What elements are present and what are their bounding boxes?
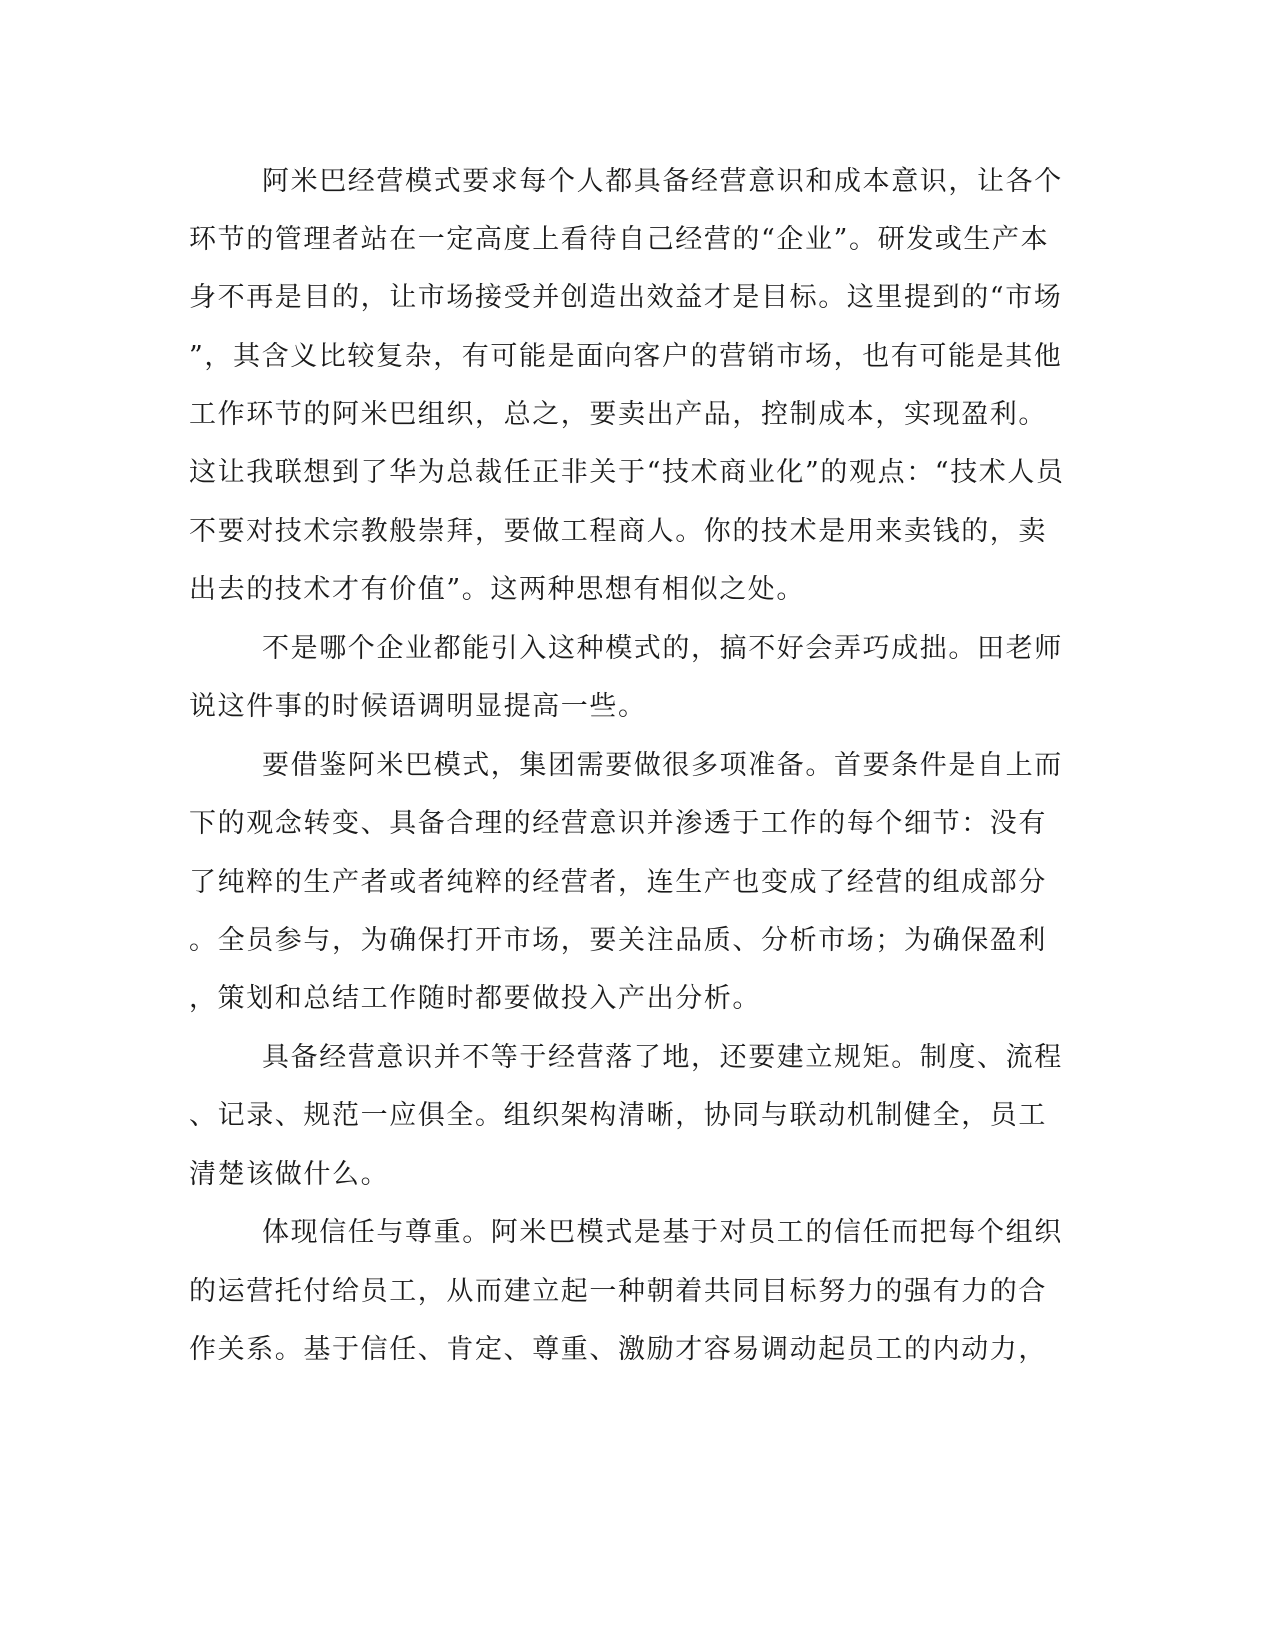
paragraph-2-line-2: 说这件事的时候语调明显提高一些。 xyxy=(189,691,647,722)
paragraph-3-line-3: 了纯粹的生产者或者纯粹的经营者，连生产也变成了经营的组成部分 xyxy=(189,867,1047,898)
paragraph-1-line-1: 阿米巴经营模式要求每个人都具备经营意识和成本意识，让各个 xyxy=(262,166,1063,197)
paragraph-1-line-7: 不要对技术宗教般崇拜，要做工程商人。你的技术是用来卖钱的，卖 xyxy=(189,516,1047,547)
paragraph-4-line-1: 具备经营意识并不等于经营落了地，还要建立规矩。制度、流程 xyxy=(262,1042,1063,1073)
paragraph-4-line-3: 清楚该做什么。 xyxy=(189,1159,390,1190)
paragraph-1-line-3: 身不再是目的，让市场接受并创造出效益才是目标。这里提到的“市场 xyxy=(189,282,1063,313)
paragraph-5-line-1: 体现信任与尊重。阿米巴模式是基于对员工的信任而把每个组织 xyxy=(262,1217,1063,1248)
paragraph-3-line-5: ，策划和总结工作随时都要做投入产出分析。 xyxy=(189,983,761,1014)
paragraph-3-line-2: 下的观念转变、具备合理的经营意识并渗透于工作的每个细节：没有 xyxy=(189,808,1047,839)
paragraph-1-line-6: 这让我联想到了华为总裁任正非关于“技术商业化”的观点：“技术人员 xyxy=(189,457,1065,488)
paragraph-1-line-8: 出去的技术才有价值”。这两种思想有相似之处。 xyxy=(189,574,806,605)
paragraph-1-line-5: 工作环节的阿米巴组织，总之，要卖出产品，控制成本，实现盈利。 xyxy=(189,399,1047,430)
paragraph-3-line-4: 。全员参与，为确保打开市场，要关注品质、分析市场；为确保盈利 xyxy=(189,925,1047,956)
paragraph-5-line-2: 的运营托付给员工，从而建立起一种朝着共同目标努力的强有力的合 xyxy=(189,1276,1047,1307)
paragraph-4-line-2: 、记录、规范一应俱全。组织架构清晰，协同与联动机制健全，员工 xyxy=(189,1100,1047,1131)
paragraph-1-line-2: 环节的管理者站在一定高度上看待自己经营的“企业”。研发或生产本 xyxy=(189,224,1050,255)
paragraph-3-line-1: 要借鉴阿米巴模式，集团需要做很多项准备。首要条件是自上而 xyxy=(262,750,1063,781)
paragraph-2-line-1: 不是哪个企业都能引入这种模式的，搞不好会弄巧成拙。田老师 xyxy=(262,633,1063,664)
paragraph-1-line-4: ”，其含义比较复杂，有可能是面向客户的营销市场，也有可能是其他 xyxy=(189,341,1063,372)
paragraph-5-line-3: 作关系。基于信任、肯定、尊重、激励才容易调动起员工的内动力， xyxy=(189,1334,1047,1365)
